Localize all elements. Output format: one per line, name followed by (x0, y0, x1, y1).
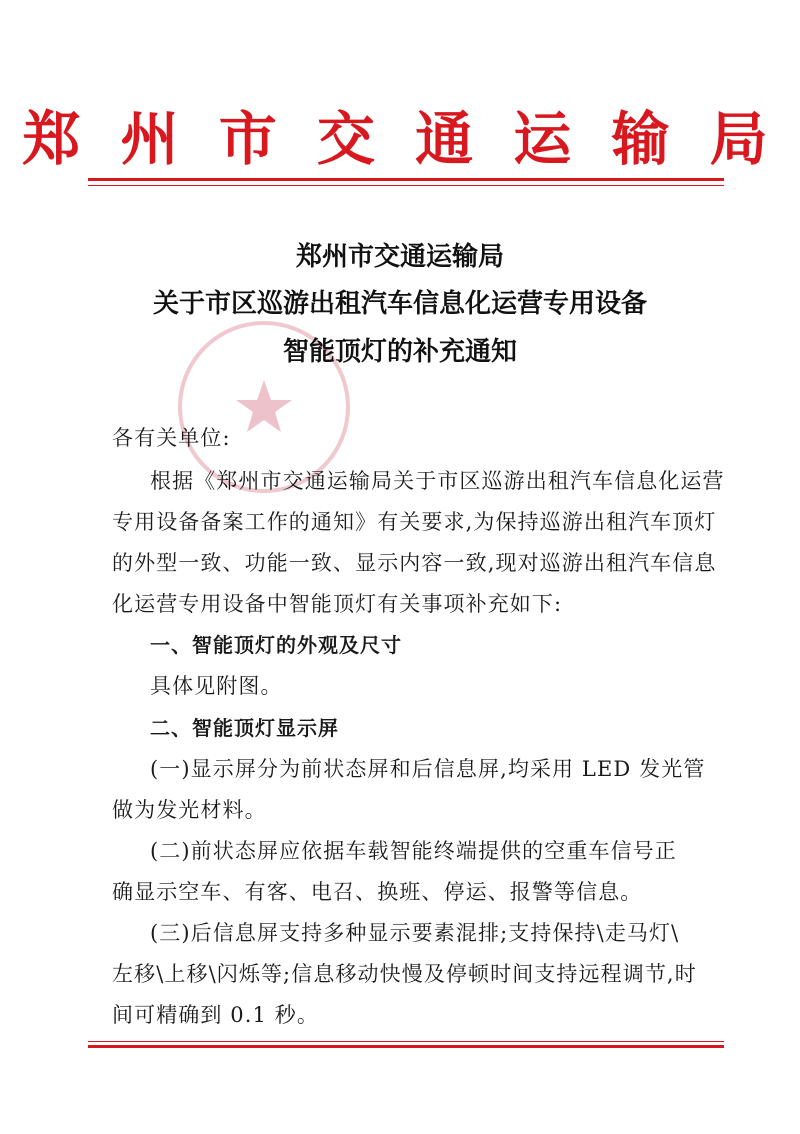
item-1-line-2: 做为发光材料。 (112, 798, 267, 822)
intro-line-4: 化运营专用设备中智能顶灯有关事项补充如下: (112, 592, 563, 616)
doc-title-line-2: 关于市区巡游出租汽车信息化运营专用设备 (152, 289, 647, 319)
footer-rule-thin (88, 1041, 724, 1042)
item-3-line-3: 间可精确到 0.1 秒。 (112, 1003, 319, 1027)
intro-line-2: 专用设备备案工作的通知》有关要求,为保持巡游出租汽车顶灯 (112, 510, 717, 534)
intro-line-3: 的外型一致、功能一致、显示内容一致,现对巡游出租汽车信息 (112, 551, 717, 575)
section-2-heading: 二、智能顶灯显示屏 (150, 716, 339, 740)
item-1-line-1: (一)显示屏分为前状态屏和后信息屏,均采用 LED 发光管 (150, 757, 706, 781)
doc-title-line-3: 智能顶灯的补充通知 (282, 337, 517, 367)
section-1-heading: 一、智能顶灯的外观及尺寸 (150, 633, 402, 657)
intro-line-1: 根据《郑州市交通运输局关于市区巡游出租汽车信息化运营 (150, 469, 725, 493)
item-2-line-2: 确显示空车、有客、电召、换班、停运、报警等信息。 (112, 880, 643, 904)
salutation: 各有关单位: (112, 426, 231, 450)
letterhead-rule-thick (88, 178, 724, 181)
item-3-line-1: (三)后信息屏支持多种显示要素混排;支持保持\走马灯\ (150, 921, 680, 945)
section-1-body: 具体见附图。 (150, 674, 283, 698)
doc-title-line-1: 郑州市交通运输局 (295, 242, 504, 272)
footer-rule-thick (88, 1045, 724, 1048)
letterhead-title: 郑 州 市 交 通 运 输 局 (22, 105, 778, 173)
letterhead-rule-thin (88, 185, 724, 186)
item-2-line-1: (二)前状态屏应依据车载智能终端提供的空重车信号正 (150, 839, 677, 863)
item-3-line-2: 左移\上移\闪烁等;信息移动快慢及停顿时间支持远程调节,时 (112, 962, 697, 986)
